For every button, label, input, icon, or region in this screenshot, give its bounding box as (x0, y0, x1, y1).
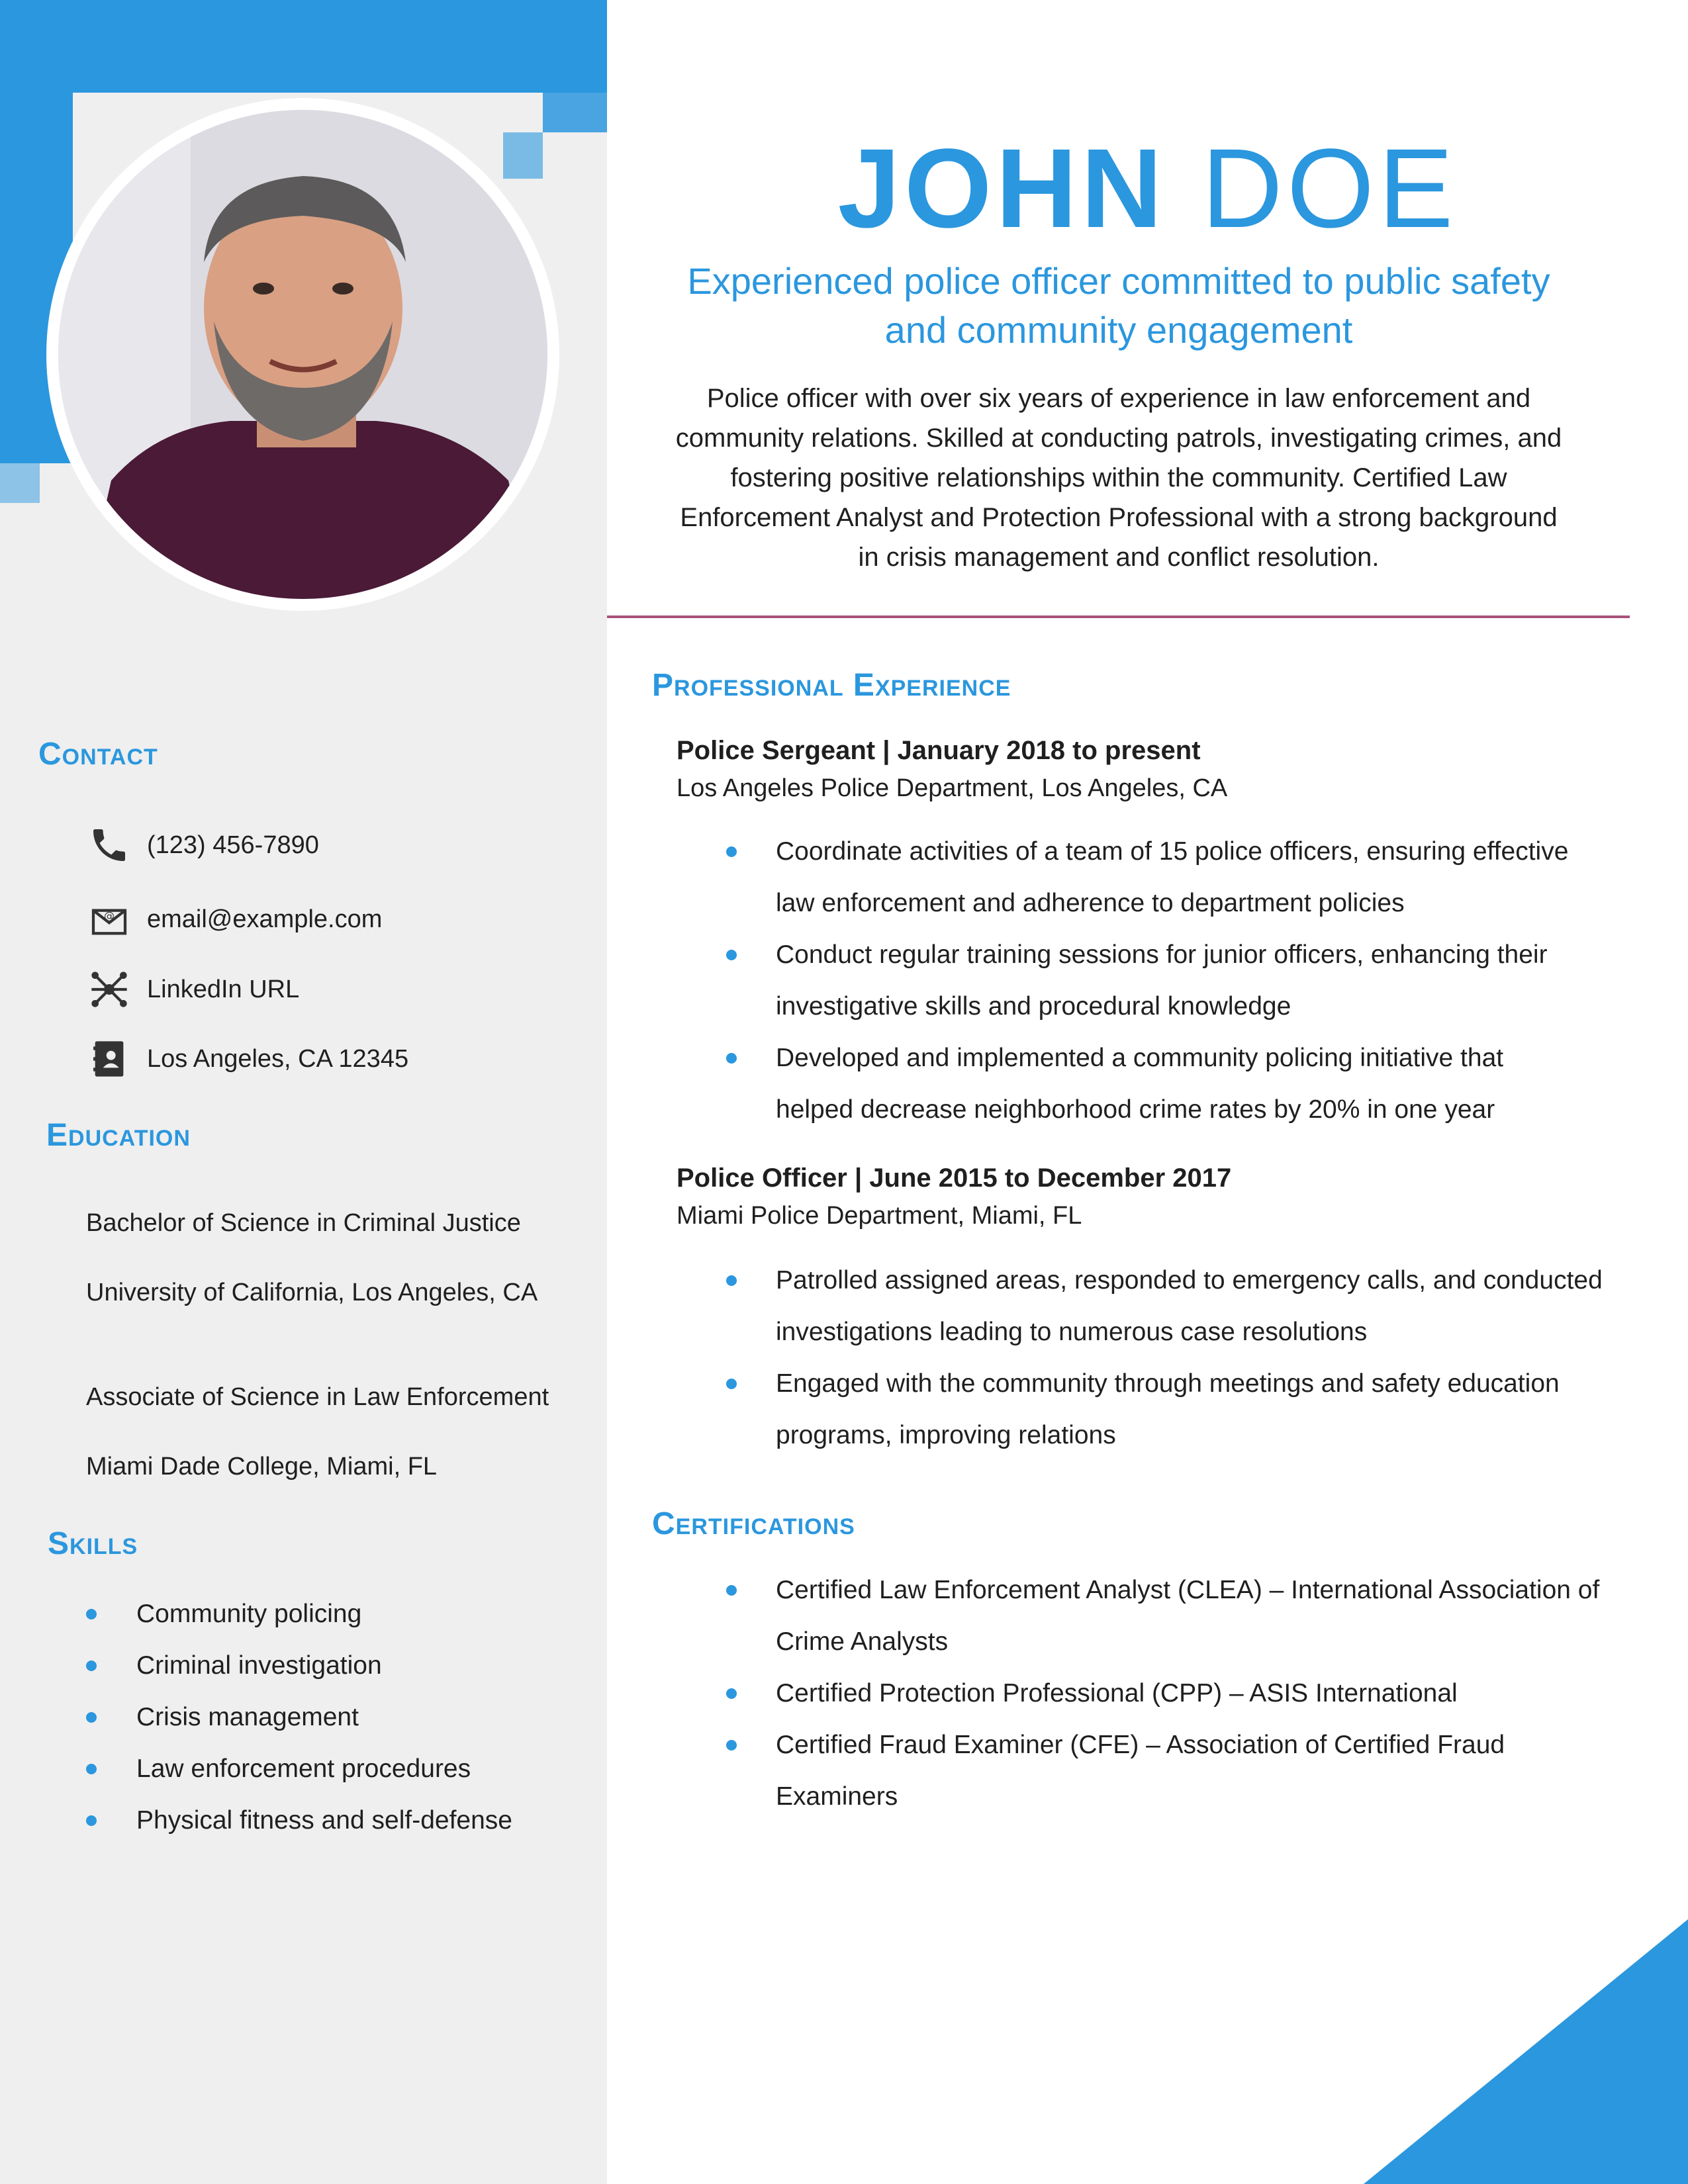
summary-line: fostering positive relationships within the community. Certified Law (730, 463, 1507, 492)
job-bullet (677, 826, 1636, 929)
bullet-line: helped decrease neighborhood crime rates by 20% in one year (776, 1095, 1495, 1124)
job-bullets (677, 1255, 1636, 1461)
experience-heading: Professional Experience (652, 668, 1011, 703)
bullet-icon (726, 1053, 737, 1064)
skill-text: Community policing (136, 1600, 362, 1628)
summary-line: Police officer with over six years of experience in law enforcement and (706, 384, 1531, 413)
network-icon (86, 966, 132, 1013)
phone-icon (86, 822, 132, 868)
skills-list (86, 1588, 512, 1846)
certification-item (677, 1668, 1636, 1719)
candidate-name (607, 126, 1688, 251)
certification-line: Crime Analysts (776, 1627, 949, 1656)
phone-text: (123) 456-7890 (147, 831, 319, 859)
certification-line: Examiners (776, 1782, 898, 1811)
education-school: Miami Dade College, Miami, FL (86, 1453, 438, 1480)
profile-photo (58, 110, 547, 599)
bullet-line: Coordinate activities of a team of 15 police officers, ensuring effective (776, 837, 1569, 866)
certification-line: Certified Fraud Examiner (CFE) – Association of Certified Fraud (776, 1731, 1505, 1759)
education-school: University of California, Los Angeles, CA (86, 1279, 538, 1306)
bullet-line: programs, improving relations (776, 1421, 1116, 1449)
job-bullet (677, 1032, 1636, 1136)
job-bullet (677, 1255, 1636, 1358)
education-degree: Associate of Science in Law Enforcement (86, 1383, 549, 1411)
last-name: DOE (1201, 126, 1458, 251)
summary-line: in crisis management and conflict resolution. (858, 543, 1380, 572)
certification-line: Certified Law Enforcement Analyst (CLEA) – International Association of (776, 1576, 1600, 1604)
tagline-line: Experienced police officer committed to public safety (687, 260, 1550, 302)
bullet-line: law enforcement and adherence to department policies (776, 889, 1405, 917)
job-bullets (677, 826, 1636, 1136)
certification-item (677, 1719, 1636, 1823)
skill-item (86, 1640, 512, 1692)
summary (655, 379, 1582, 577)
email-link[interactable]: email@example.com (147, 905, 383, 933)
linkedin-link[interactable]: LinkedIn URL (147, 975, 300, 1003)
svg-text:@: @ (104, 909, 115, 922)
skill-item (86, 1588, 512, 1640)
location-text: Los Angeles, CA 12345 (147, 1044, 409, 1073)
skill-item (86, 1795, 512, 1846)
bullet-line: investigative skills and procedural knowledge (776, 992, 1291, 1021)
job-title: Police Officer | June 2015 to December 2017 (677, 1163, 1232, 1193)
skill-text: Law enforcement procedures (136, 1754, 471, 1783)
contact-email (86, 896, 382, 942)
bullet-line: investigations leading to numerous case resolutions (776, 1318, 1368, 1346)
contact-phone (86, 822, 319, 868)
bullet-icon (726, 1275, 737, 1286)
header-divider (607, 615, 1630, 618)
education-degree: Bachelor of Science in Criminal Justice (86, 1209, 521, 1237)
pixel-accent (0, 463, 40, 503)
bullet-icon (86, 1764, 97, 1774)
bullet-icon (726, 950, 737, 960)
skills-heading: Skills (48, 1526, 138, 1561)
bullet-line: Patrolled assigned areas, responded to emergency calls, and conducted (776, 1266, 1603, 1295)
bullet-icon (726, 1585, 737, 1596)
tagline-line: and community engagement (884, 309, 1353, 351)
bullet-icon (726, 1740, 737, 1751)
job-organization: Miami Police Department, Miami, FL (677, 1202, 1082, 1230)
skill-text: Physical fitness and self-defense (136, 1806, 512, 1835)
job-bullet (677, 929, 1636, 1032)
skill-text: Crisis management (136, 1703, 359, 1731)
bullet-icon (86, 1661, 97, 1671)
job-bullet (677, 1358, 1636, 1461)
skill-text: Criminal investigation (136, 1651, 382, 1680)
bullet-line: Engaged with the community through meetings and safety education (776, 1369, 1560, 1398)
address-book-icon (86, 1036, 132, 1082)
certifications-heading: Certifications (652, 1506, 855, 1541)
bullet-icon (86, 1609, 97, 1619)
tagline (649, 257, 1589, 355)
skill-item (86, 1692, 512, 1743)
first-name: JOHN (837, 126, 1166, 251)
skill-item (86, 1743, 512, 1795)
bullet-icon (86, 1815, 97, 1826)
portrait-illustration (58, 110, 547, 599)
job-organization: Los Angeles Police Department, Los Angeles, CA (677, 774, 1228, 802)
summary-line: Enforcement Analyst and Protection Professional with a strong background (680, 503, 1558, 532)
bullet-line: Developed and implemented a community policing initiative that (776, 1044, 1504, 1072)
contact-heading: Contact (38, 737, 158, 772)
certification-line: Certified Protection Professional (CPP) – ASIS International (776, 1679, 1458, 1707)
summary-line: community relations. Skilled at conducting patrols, investigating crimes, and (675, 424, 1562, 453)
job-title: Police Sergeant | January 2018 to present (677, 736, 1201, 765)
email-icon (86, 896, 132, 942)
certification-item (677, 1565, 1636, 1668)
bullet-icon (726, 1379, 737, 1389)
bullet-icon (726, 1688, 737, 1699)
header-accent-band (0, 0, 607, 93)
certifications-list (677, 1565, 1636, 1823)
contact-location (86, 1036, 408, 1082)
contact-linkedin (86, 966, 299, 1013)
bullet-icon (86, 1712, 97, 1723)
corner-accent (1364, 1919, 1688, 2184)
bullet-line: Conduct regular training sessions for junior officers, enhancing their (776, 940, 1548, 969)
bullet-icon (726, 846, 737, 857)
education-heading: Education (46, 1118, 191, 1153)
pixel-accent (543, 93, 607, 132)
pixel-accent (503, 132, 543, 179)
